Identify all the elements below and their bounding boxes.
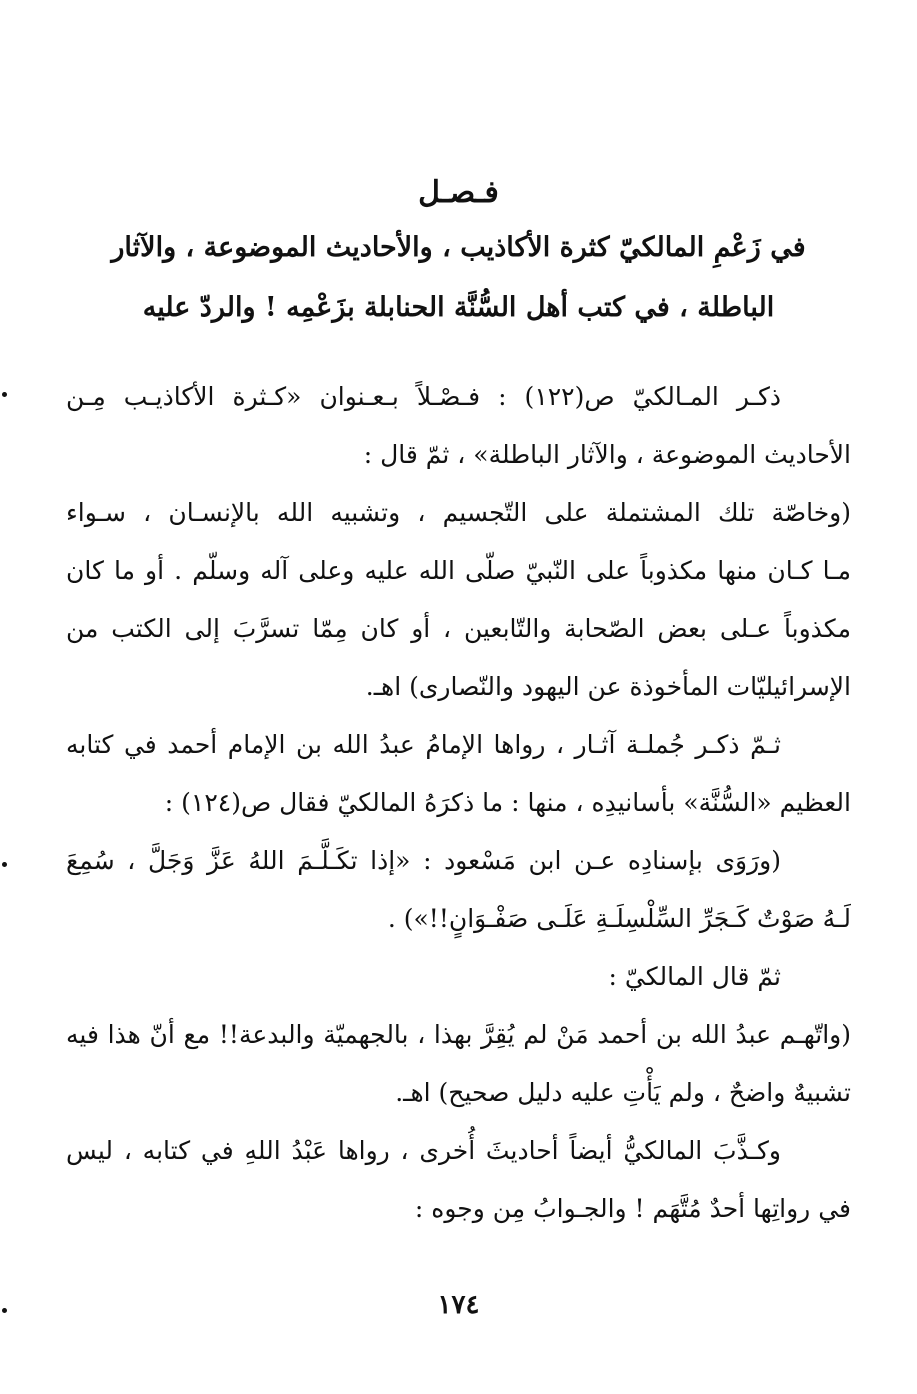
margin-dot-mark [2, 1308, 7, 1313]
text-line: لَـهُ صَوْتٌ كَـجَرِّ السِّلْسِلَـةِ عَلَـى صَفْـوَانٍ!!») . [387, 904, 851, 933]
text-line: وكـذَّبَ المالكيُّ أيضاً أحاديثَ أُخرى ، رواها عَبْدُ اللهِ في كتابه ، ليس [66, 1136, 781, 1165]
text-line: العظيم «السُّنَّة» بأسانيدِه ، منها : ما ذكرَهُ المالكيّ فقال ص(١٢٤) : [164, 788, 851, 817]
text-line: مـا كـان منها مكذوباً على النّبيّ صلّى الله عليه وعلى آله وسلّم . أو ما كان [66, 556, 851, 585]
text-line: (ورَوَى بإسنادِه عـن ابن مَسْعود : «إذا تكَـلَّـمَ اللهُ عَزَّ وَجَلَّ ، سُمِعَ [66, 846, 781, 875]
body-text [66, 368, 851, 1238]
text-line: مكذوباً عـلى بعض الصّحابة والتّابعين ، أو كان مِمّا تسرَّبَ إلى الكتب من [66, 614, 851, 643]
page-number: ١٧٤ [437, 1290, 480, 1320]
margin-dot-mark [2, 862, 7, 867]
chapter-title: فـصـل [418, 175, 499, 210]
text-line: ذكـر المـالكيّ ص(١٢٢) : فـصْـلاً بـعـنوان «كـثرة الأكاذيـب مِـن [66, 382, 781, 411]
text-line: في رواتِها أحدٌ مُتَّهَم ! والجـوابُ مِن وجوه : [414, 1194, 851, 1223]
text-line: الإسرائيليّات المأخوذة عن اليهود والنّصارى) اهـ. [365, 672, 851, 701]
text-line: ثـمّ ذكـر جُملـة آثـار ، رواها الإمامُ عبدُ الله بن الإمام أحمد في كتابه [66, 730, 781, 759]
text-line: (وخاصّة تلك المشتملة على التّجسيم ، وتشبيه الله بالإنسـان ، سـواء [66, 498, 851, 527]
chapter-heading [60, 168, 857, 338]
text-line: ثمّ قال المالكيّ : [608, 962, 781, 991]
text-line: تشبيهٌ واضحٌ ، ولم يَأْتِ عليه دليل صحيح) اهـ. [395, 1078, 851, 1107]
chapter-subtitle-line-1: في زَعْمِ المالكيّ كثرة الأكاذيب ، والأحاديث الموضوعة ، والآثار [111, 232, 806, 263]
chapter-subtitle-line-2: الباطلة ، في كتب أهل السُّنَّة الحنابلة بزَعْمِه ! والردّ عليه [142, 292, 775, 323]
text-line: الأحاديث الموضوعة ، والآثار الباطلة» ، ثمّ قال : [363, 440, 851, 469]
text-line: (واتّهـم عبدُ الله بن أحمد مَنْ لم يُقِرَّ بهذا ، بالجهميّة والبدعة!! مع أنّ هذا فيه [66, 1020, 851, 1049]
margin-dot-mark [2, 392, 7, 397]
